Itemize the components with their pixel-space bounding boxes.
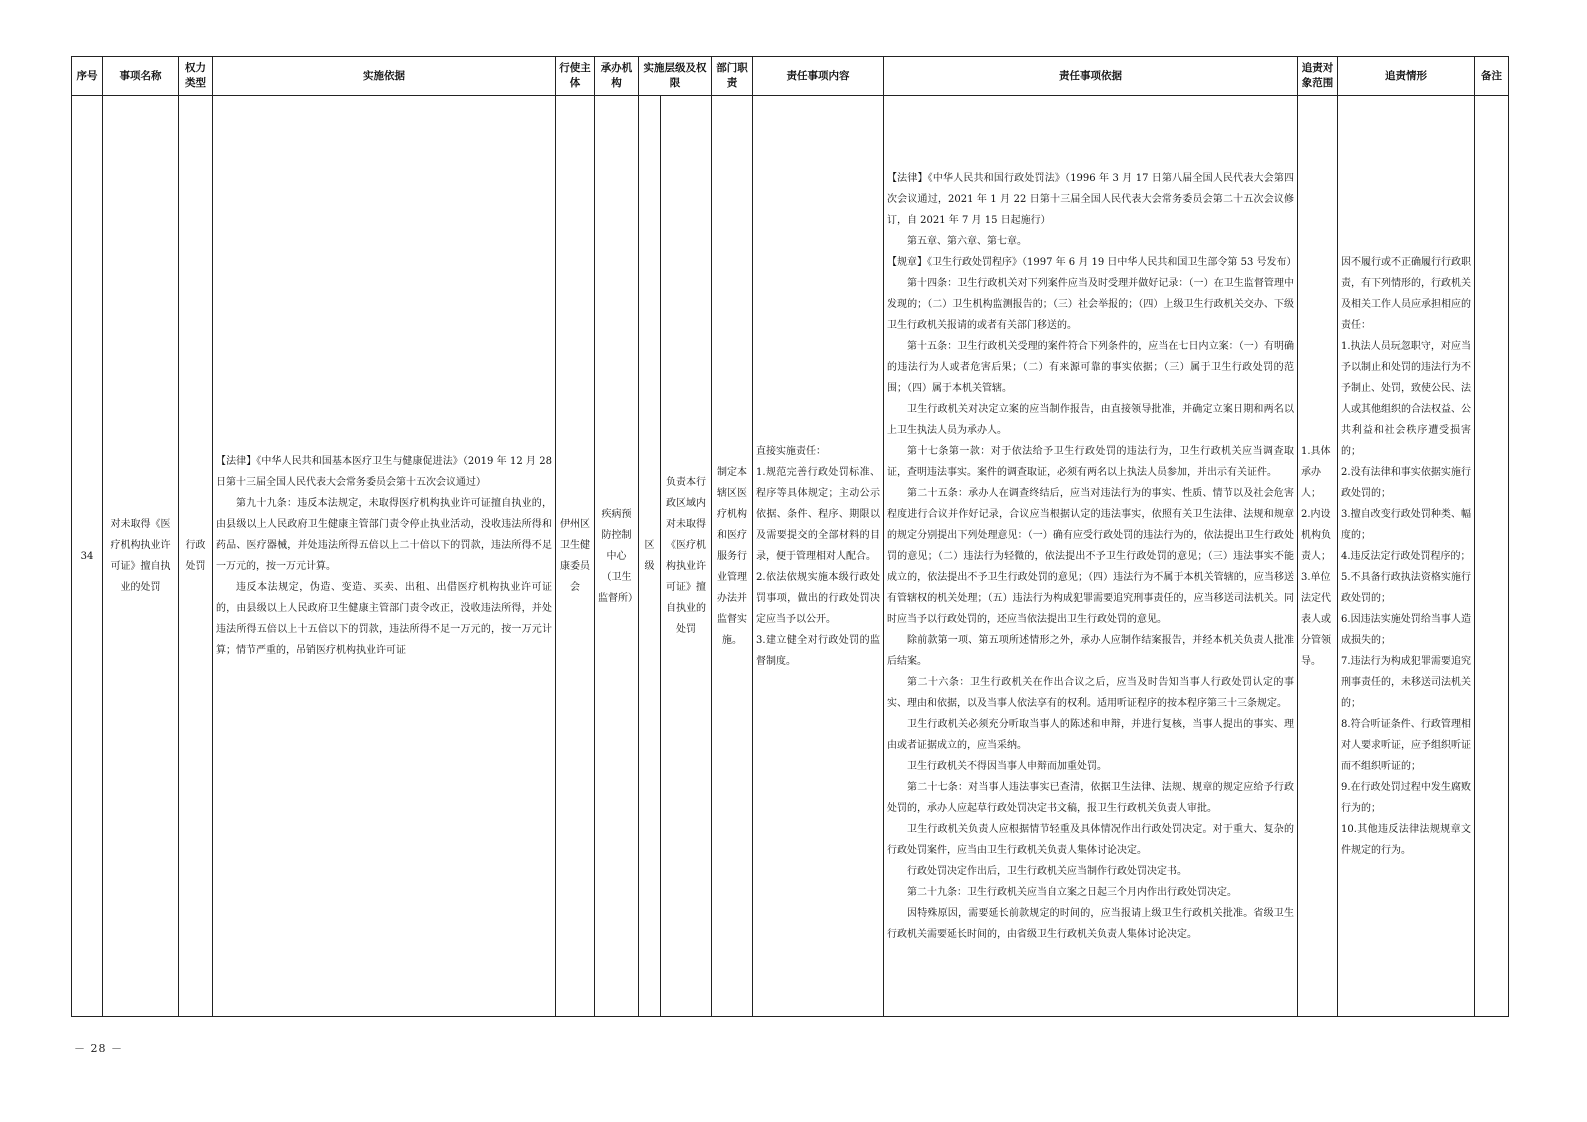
resp-basis-para: 第十四条：卫生行政机关对下列案件应当及时受理并做好记录：（一）在卫生监督管理中发现的；（二）卫生机构监测报告的；（三）社会举报的；（四）上级卫生行政机关交办、下级卫生行政机关报请的或者有关部门移送的。 [887, 277, 1294, 331]
resp-basis-para: 第五章、第六章、第七章。 [907, 235, 1027, 247]
resp-basis-para: 第二十七条：对当事人违法事实已查清，依据卫生法律、法规、规章的规定应给予行政处罚的，承办人应起草行政处罚决定书文稿，报卫生行政机关负责人审批。 [887, 781, 1294, 814]
basis-article-99: 第九十九条：违反本法规定，未取得医疗机构执业许可证擅自执业的，由县级以上人民政府卫生健康主管部门责令停止执业活动，没收违法所得和药品、医疗器械，并处违法所得五倍以上二十倍以下的罚款，违法所得不足一万元的，按一万元计算。 [216, 498, 552, 572]
header-row [72, 57, 1509, 96]
resp-basis-para: 因特殊原因，需要延长前款规定的时间的，应当报请上级卫生行政机关批准。省级卫生行政机关需要延长时间的，由省级卫生行政机关负责人集体讨论决定。 [887, 907, 1294, 940]
header-situation: 追责情形 [1338, 57, 1475, 96]
situation-item: 8.符合听证条件、行政管理相对人要求听证，应予组织听证而不组织听证的； [1341, 718, 1471, 772]
cell-level-a: 区级 [639, 96, 661, 1017]
cell-resp-basis [884, 96, 1298, 1017]
situation-item: 因不履行或不正确履行行政职责，有下列情形的，行政机关及相关工作人员应承担相应的责任： [1341, 256, 1471, 331]
resp-content-line: 1.规范完善行政处罚标准、程序等具体规定；主动公示依据、条件、程序、期限以及需要提交的全部材料的目录，便于管理相对人配合。 [756, 466, 880, 562]
resp-content-line: 2.依法依规实施本级行政处罚事项，做出的行政处罚决定应当予以公开。 [756, 571, 880, 625]
resp-basis-para: 第十五条：卫生行政机关受理的案件符合下列条件的，应当在七日内立案：（一）有明确的违法行为人或者危害后果；（二）有来源可靠的事实依据；（三）属于卫生行政处罚的范围；（四）属于本机关管辖。 [887, 340, 1294, 394]
responsibility-table [71, 56, 1509, 1017]
cell-scope [1298, 96, 1338, 1017]
cell-level-b: 负责本行政区域内对未取得《医疗机构执业许可证》擅自执业的处罚 [661, 96, 712, 1017]
header-subject: 行使主体 [556, 57, 595, 96]
situation-item: 2.没有法律和事实依据实施行政处罚的； [1341, 466, 1471, 499]
resp-basis-rule: 【规章】《卫生行政处罚程序》（1997 年 6 月 19 日中华人民共和国卫生部令第 53 号发布） [887, 256, 1297, 268]
cell-subject: 伊州区卫生健康委员会 [556, 96, 595, 1017]
header-agency: 承办机构 [595, 57, 639, 96]
scope-item: 2.内设机构负责人； [1301, 508, 1331, 562]
cell-situation [1338, 96, 1475, 1017]
cell-resp-content [753, 96, 884, 1017]
situation-item: 1.执法人员玩忽职守，对应当予以制止和处罚的违法行为不予制止、处罚，致使公民、法人或其他组织的合法权益、公共利益和社会秩序遭受损害的； [1341, 340, 1471, 457]
resp-basis-para: 卫生行政机关对决定立案的应当制作报告，由直接领导批准，并确定立案日期和两名以上卫生执法人员为承办人。 [887, 403, 1294, 436]
resp-basis-para: 第二十五条：承办人在调查终结后，应当对违法行为的事实、性质、情节以及社会危害程度进行合议并作好记录，合议应当根据认定的违法事实，依照有关卫生法律、法规和规章的规定分别提出下列处理意见：（一）确有应受行政处罚的违法行为的，依法提出卫生行政处罚的意见；（二）违法行为轻微的，依法提出不予卫生行政处罚的意见；（三）违法事实不能成立的，依法提出不予卫生行政处罚的意见；（四）违法行为不属于本机关管辖的，应当移送有管辖权的机关处理；（五）违法行为构成犯罪需要追究刑事责任的，应当移送司法机关。同时应当予以行政处罚的，还应当依法提出卫生行政处罚的意见。 [887, 487, 1294, 625]
resp-basis-para: 卫生行政机关不得因当事人申辩而加重处罚。 [907, 760, 1107, 772]
header-resp-content: 责任事项内容 [753, 57, 884, 96]
situation-item: 6.因违法实施处罚给当事人造成损失的； [1341, 613, 1471, 646]
resp-basis-para: 第十七条第一款：对于依法给予卫生行政处罚的违法行为，卫生行政机关应当调查取证，查明违法事实。案件的调查取证，必须有两名以上执法人员参加，并出示有关证件。 [887, 445, 1294, 478]
header-power-type: 权力类型 [179, 57, 213, 96]
basis-article-99-para2: 违反本法规定，伪造、变造、买卖、出租、出借医疗机构执业许可证的，由县级以上人民政府卫生健康主管部门责令改正，没收违法所得，并处违法所得五倍以上十五倍以下的罚款，违法所得不足一万元的，按一万元计算；情节严重的，吊销医疗机构执业许可证 [216, 582, 552, 656]
resp-basis-para: 除前款第一项、第五项所述情形之外，承办人应制作结案报告，并经本机关负责人批准后结案。 [887, 634, 1294, 667]
cell-item-name: 对未取得《医疗机构执业许可证》擅自执业的处罚 [103, 96, 179, 1017]
resp-content-line: 3.建立健全对行政处罚的监督制度。 [756, 634, 880, 667]
resp-content-line: 直接实施责任： [756, 445, 826, 457]
resp-basis-para: 卫生行政机关必须充分听取当事人的陈述和申辩，并进行复核，当事人提出的事实、理由或者证据成立的，应当采纳。 [887, 718, 1294, 751]
basis-law-title: 【法律】《中华人民共和国基本医疗卫生与健康促进法》（2019 年 12 月 28 日第十三届全国人民代表大会常务委员会第十五次会议通过） [216, 456, 552, 488]
cell-duty: 制定本辖区医疗机构和医疗服务行业管理办法并监督实施。 [712, 96, 753, 1017]
header-level: 实施层级及权限 [639, 57, 712, 96]
resp-basis-para: 第二十六条：卫生行政机关在作出合议之后，应当及时告知当事人行政处罚认定的事实、理由和依据，以及当事人依法享有的权利。适用听证程序的按本程序第三十三条规定。 [887, 676, 1294, 709]
header-duty: 部门职责 [712, 57, 753, 96]
situation-item: 9.在行政处罚过程中发生腐败行为的； [1341, 781, 1471, 814]
table-row [72, 96, 1509, 1017]
header-remark: 备注 [1475, 57, 1509, 96]
header-scope: 追责对象范围 [1298, 57, 1338, 96]
cell-power-type: 行政处罚 [179, 96, 213, 1017]
situation-item: 5.不具备行政执法资格实施行政处罚的； [1341, 571, 1471, 604]
cell-basis [213, 96, 556, 1017]
cell-remark [1475, 96, 1509, 1017]
resp-basis-law: 【法律】《中华人民共和国行政处罚法》（1996 年 3 月 17 日第八届全国人民代表大会第四次会议通过，2021 年 1 月 22 日第十三届全国人民代表大会常务委员会第二十五次会议修订，自 2021 年 7 月 15 日起施行） [887, 172, 1294, 226]
header-basis: 实施依据 [213, 57, 556, 96]
resp-basis-para: 第二十九条：卫生行政机关应当自立案之日起三个月内作出行政处罚决定。 [907, 886, 1237, 898]
scope-item: 1.具体承办人； [1301, 445, 1331, 499]
situation-item: 10.其他违反法律法规规章文件规定的行为。 [1341, 823, 1471, 856]
situation-item: 7.违法行为构成犯罪需要追究刑事责任的，未移送司法机关的； [1341, 655, 1471, 709]
header-seq: 序号 [72, 57, 103, 96]
resp-basis-para: 行政处罚决定作出后，卫生行政机关应当制作行政处罚决定书。 [907, 865, 1187, 877]
situation-item: 4.违反法定行政处罚程序的； [1341, 550, 1471, 562]
page-number: － 28 － [74, 1042, 123, 1055]
cell-seq: 34 [72, 96, 103, 1017]
scope-item: 3.单位法定代表人或分管领导。 [1301, 571, 1331, 667]
header-item-name: 事项名称 [103, 57, 179, 96]
header-resp-basis: 责任事项依据 [884, 57, 1298, 96]
resp-basis-para: 卫生行政机关负责人应根据情节轻重及具体情况作出行政处罚决定。对于重大、复杂的行政处罚案件，应当由卫生行政机关负责人集体讨论决定。 [887, 823, 1294, 856]
cell-agency: 疾病预防控制中心（卫生监督所） [595, 96, 639, 1017]
situation-item: 3.擅自改变行政处罚种类、幅度的； [1341, 508, 1471, 541]
